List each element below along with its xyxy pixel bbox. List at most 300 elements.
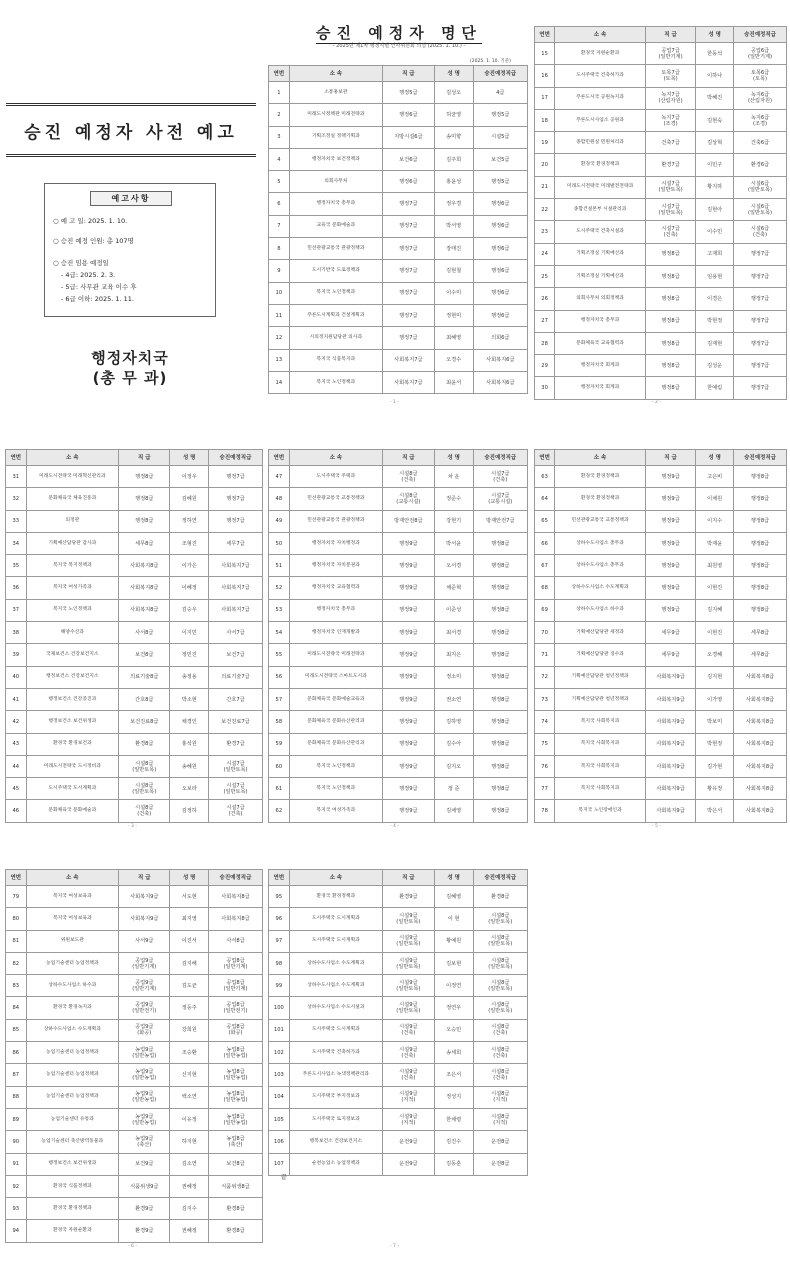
table-row [535,688,787,710]
table-cell: 시설8급 (일반토목) [119,778,170,800]
table-row [535,243,787,265]
table-cell: 59 [269,733,290,755]
table-cell: 시설9급 (건축) [382,1042,434,1064]
table-cell: 사서8급 [209,930,263,952]
table-cell: 92 [6,1175,27,1197]
table-cell: 13 [269,349,290,371]
table-cell: 사회복지8급 [209,908,263,930]
table-cell: 도시주택국 토지정보과 [289,1108,382,1130]
table-cell: 시설9급 (일반토목) [382,997,434,1019]
table-cell: 보건5급 [473,148,527,170]
table-cell: 김지오 [434,755,473,777]
table-cell: 행정7급 [734,265,787,287]
table-cell: 박혜진 [696,87,734,109]
table-cell: 기획예산담당관 세정과 [555,622,646,644]
table-cell: 도시주택국 건축시설과 [555,221,646,243]
table-cell: 의정관 [26,510,119,532]
table-cell: 시설8급 (건축) [473,1064,527,1086]
table-cell: 64 [535,488,555,510]
table-row [6,599,263,621]
table-cell: 41 [6,688,27,710]
table-cell: 최윤서 [434,371,473,393]
org-line-1: 행정자치국 [91,349,169,367]
table-row [269,532,528,554]
column-header: 성 명 [696,450,734,466]
table-row [535,755,787,777]
table-cell: 강희원 [170,1019,209,1041]
table-cell: 행정보건소 보건위생과 [26,1153,119,1175]
table-cell: 행정8급 [734,532,787,554]
table-cell: 순천농업소 농업정책과 [289,1153,382,1175]
table-cell: 송혜원 [170,755,209,777]
table-cell: 김수아 [434,733,473,755]
table-cell: 행정8급 [645,332,695,354]
table-cell: 김가현 [696,755,734,777]
table-cell: 시설8급 (교통시설) [382,488,434,510]
table-cell: 이지수 [696,510,734,532]
table-cell: 복지국 노인정책과 [26,599,119,621]
table-cell: 정민진 [170,644,209,666]
table-cell: 행정6급 [473,193,527,215]
table-cell: 미래도시전략국 미래발전전략과 [555,176,646,198]
table-cell: 문화체육국 교육협력과 [555,332,646,354]
table-cell: 박서영 [434,215,473,237]
table-cell: 의회사무처 의회정책과 [555,288,646,310]
table-row [535,733,787,755]
column-header: 연번 [269,870,290,886]
table-cell: 푸른도시국 공원녹지과 [555,87,646,109]
table-cell: 행정8급 [473,711,527,733]
table-cell: 송미향 [434,126,473,148]
table-cell: 행정8급 [473,733,527,755]
table-cell: 세무9급 [645,644,695,666]
table-cell: 김성운 [696,355,734,377]
table-cell: 사회복지8급 [734,688,787,710]
table-cell: 상하수도사업소 수도계획과 [555,577,646,599]
table-cell: 52 [269,577,290,599]
table-cell: 조승환 [170,1042,209,1064]
table-cell: 세무8급 [119,532,170,554]
table-row [535,577,787,599]
table-cell: 105 [269,1108,290,1130]
table-cell: 정연우 [434,997,473,1019]
table-header-row [535,450,787,466]
table-cell: 채준혁 [434,577,473,599]
page-number: - 5 - [652,824,661,829]
table-cell: 사서7급 [209,622,263,644]
table-row [6,975,263,997]
table-cell: 102 [269,1042,290,1064]
table-cell: 100 [269,997,290,1019]
table-cell: 행정9급 [382,778,434,800]
table-cell: 사서9급 [119,930,170,952]
table-cell: 공업7급 (일반기계) [645,43,695,65]
roster-table [268,65,528,394]
table-cell: 사회복지7급 [209,555,263,577]
table-cell: 51 [269,555,290,577]
table-cell: 기획조정실 기획예산과 [555,265,646,287]
table-cell: 운전9급 [382,1153,434,1175]
table-cell: 시설8급 (건축) [119,800,170,822]
table-cell: 사회복지8급 [734,755,787,777]
table-cell: 행정8급 [645,243,695,265]
notice-header: 예고사항 [90,191,172,206]
table-cell: 76 [535,755,555,777]
table-cell: 환경8급 [209,1220,263,1242]
table-cell: 기획조정실 정책기획과 [289,126,382,148]
table-row [269,711,528,733]
table-cell: 해양수산과 [26,622,119,644]
table-row [6,644,263,666]
table-cell: 행정자치국 인재개발과 [289,622,382,644]
table-cell: 행정6급 [473,282,527,304]
table-cell: 16 [535,65,555,87]
table-cell: 상하수도사업소 수도계획과 [289,975,382,997]
table-row [535,265,787,287]
table-cell: 시설8급 (일반토목) [119,755,170,777]
table-cell: 98 [269,952,290,974]
table-cell: 이현진 [696,622,734,644]
table-cell: 농업8급 (축산) [209,1131,263,1153]
table-cell: 7 [269,215,290,237]
table-cell: 농업8급 (일반농업) [209,1042,263,1064]
table-cell: 신지현 [170,1064,209,1086]
table-row [6,778,263,800]
table-cell: 49 [269,510,290,532]
doc-title-text: 승진 예정자 명단 [316,24,482,42]
table-cell: 이 현 [434,908,473,930]
table-cell: 행정9급 [382,711,434,733]
table-cell: 보건7급 [209,644,263,666]
table-cell: 환경국 환경보건과 [26,733,119,755]
table-cell: 2 [269,104,290,126]
table-cell: 홍윤성 [434,171,473,193]
table-cell: 공업8급 (일반전기) [209,997,263,1019]
table-row [6,908,263,930]
table-cell: 시설7급 (일반토목) [209,778,263,800]
table-cell: 임용현 [696,265,734,287]
table-cell: 22 [535,199,555,221]
table-row [269,975,528,997]
table-cell: 57 [269,688,290,710]
table-cell: 국제보건소 건강보건지소 [26,644,119,666]
table-cell: 운전8급 [473,1131,527,1153]
table-cell: 장태진 [434,238,473,260]
table-cell: 행정9급 [382,688,434,710]
table-cell: 환경8급 [119,733,170,755]
table-cell: 사회복지7급 [209,599,263,621]
table-cell: 66 [535,532,555,554]
roster-table [534,449,787,823]
table-cell: 교육국 문화예술과 [289,215,382,237]
table-cell: 행정7급 [734,243,787,265]
table-cell: 행정9급 [645,599,695,621]
table-cell: 행정8급 [645,288,695,310]
table-cell: 김상혁 [696,132,734,154]
table-row [6,1153,263,1175]
column-header: 소 속 [555,27,646,43]
table-cell: 1 [269,82,290,104]
table-cell: 행정9급 [382,577,434,599]
table-cell: 40 [6,666,27,688]
table-cell: 행정9급 [382,599,434,621]
table-cell: 박소현 [170,688,209,710]
table-cell: 4 [269,148,290,170]
table-row [269,126,528,148]
table-row [6,1064,263,1086]
table-cell: 복지국 사회복지과 [555,733,646,755]
table-cell: 96 [269,908,290,930]
table-cell: 행정6급 [473,260,527,282]
table-cell: 75 [535,733,555,755]
table-cell: 농업9급 (일반농업) [119,1042,170,1064]
table-cell: 녹지7급 (조경) [645,109,695,131]
table-row [535,132,787,154]
table-cell: 행정6급 [473,215,527,237]
table-cell: 위원보도관 [26,930,119,952]
table-cell: 복지국 노인정책과 [289,755,382,777]
table-cell: 공업9급 (화공) [119,1019,170,1041]
table-cell: 시설6급 (일반토목) [734,199,787,221]
table-cell: 행정9급 [645,577,695,599]
table-cell: 이현진 [696,577,734,599]
page-number: - 7 - [390,1244,399,1249]
table-cell: 행정보건소 보건위생과 [26,711,119,733]
table-cell: 행정자치국 보건정책과 [289,148,382,170]
table-cell: 도시주택국 주택과 [289,466,382,488]
table-row [269,1042,528,1064]
table-cell: 행정9급 [645,555,695,577]
page-number: - 3 - [128,824,137,829]
table-cell: 환경7급 [209,733,263,755]
column-header: 연번 [535,27,555,43]
table-cell: 식품위생9급 [119,1175,170,1197]
table-row [6,1086,263,1108]
column-header: 소 속 [289,870,382,886]
table-cell: 도시주택국 부지정보과 [289,1086,382,1108]
table-cell: 공업9급 (일반기계) [119,952,170,974]
column-header: 성 명 [434,450,473,466]
table-row [6,1198,263,1220]
table-cell: 상하수도사업소 하수과 [26,975,119,997]
table-cell: 86 [6,1042,27,1064]
table-cell: 종합민원실 민원처리과 [555,132,646,154]
table-cell: 공업8급 (일반기계) [209,952,263,974]
table-cell: 김지수 [170,1198,209,1220]
table-cell: 35 [6,555,27,577]
table-cell: 의회6급 [473,327,527,349]
roster-table [534,26,787,400]
table-cell: 행정5급 [382,82,434,104]
table-cell: 정하연 [170,510,209,532]
table-cell: 정성지 [434,1086,473,1108]
table-cell: 행정9급 [382,555,434,577]
table-row [535,288,787,310]
table-cell: 사회복지8급 [119,599,170,621]
table-row [269,304,528,326]
table-cell: 사회복지7급 [382,371,434,393]
page-number: - 1 - [390,400,399,405]
table-cell: 시설9급 (일반토목) [382,975,434,997]
table-cell: 방재안전7급 [473,510,527,532]
table-cell: 환경국 자원순환과 [26,1220,119,1242]
table-cell: 60 [269,755,290,777]
table-cell: 토목7급 (토목) [645,65,695,87]
table-cell: 12 [269,327,290,349]
table-cell: 시설9급 (일반토목) [382,908,434,930]
table-cell: 상하수도사업소 수도계획과 [289,952,382,974]
table-cell: 백소연 [170,1086,209,1108]
table-cell: 시설9급 (일반토목) [382,930,434,952]
table-cell: 30 [535,377,555,399]
column-header: 소 속 [289,450,382,466]
column-header: 성 명 [696,27,734,43]
table-cell: 문화체육국 문화예술교육과 [289,688,382,710]
table-cell: 토목6급 (토목) [734,65,787,87]
table-cell: 김혜원 [170,488,209,510]
table-cell: 42 [6,711,27,733]
table-cell: 26 [535,288,555,310]
table-cell: 87 [6,1064,27,1086]
table-cell: 환경8급 [209,1198,263,1220]
table-cell: 시설8급 (건축) [473,1019,527,1041]
table-cell: 김채영 [434,800,473,822]
table-cell: 종합건설본부 시설관리과 [555,199,646,221]
table-cell: 사회복지8급 [734,711,787,733]
table-cell: 문화체육국 문화유산관리과 [289,711,382,733]
table-cell: 행정7급 [209,510,263,532]
table-cell: 공업8급 (화공) [209,1019,263,1041]
table-cell: 행정7급 [382,215,434,237]
table-cell: 행정6급 [473,304,527,326]
table-cell: 이경은 [696,288,734,310]
table-row [269,755,528,777]
table-row [269,599,528,621]
column-header: 승진예정직급 [473,870,527,886]
column-header: 직 급 [119,450,170,466]
table-cell: 환경국 환경녹지과 [26,997,119,1019]
table-cell: 45 [6,778,27,800]
column-header: 성 명 [434,870,473,886]
table-cell: 이지민 [170,622,209,644]
table-cell: 37 [6,599,27,621]
table-row [535,532,787,554]
table-cell: 건축6급 [734,132,787,154]
table-row [535,666,787,688]
table-cell: 강현기 [434,510,473,532]
table-cell: 18 [535,109,555,131]
column-header: 직 급 [382,870,434,886]
table-cell: 황지하 [696,176,734,198]
table-cell: 보건8급 [209,1153,263,1175]
table-cell: 세무8급 [734,644,787,666]
table-cell: 조형진 [170,532,209,554]
table-header-row [6,870,263,886]
table-cell: 사회복지7급 [382,349,434,371]
table-cell: 푸른도시사업소 녹색정책관리과 [289,1064,382,1086]
cover-page [0,0,262,420]
table-row [535,711,787,733]
table-cell: 행정9급 [645,488,695,510]
table-cell: 정소미 [434,666,473,688]
table-cell: 행정8급 [473,778,527,800]
table-row [535,644,787,666]
column-header: 직 급 [645,27,695,43]
table-row [535,355,787,377]
table-cell: 문화체육국 문화예술과 [26,800,119,822]
notice-line: - 6급 이하: 2025. 1. 11. [61,295,134,303]
table-cell: 23 [535,221,555,243]
table-cell: 복지국 사회복지과 [555,755,646,777]
table-cell: 행정8급 [119,510,170,532]
table-row [269,644,528,666]
table-cell: 도시주택국 건축허가과 [555,65,646,87]
table-cell: 농업기술센터 농업정책과 [26,1042,119,1064]
table-row [6,1175,263,1197]
table-cell: 환경국 환경정책과 [555,466,646,488]
table-cell: 김주희 [434,148,473,170]
column-header: 직 급 [119,870,170,886]
table-cell: 행정7급 [209,488,263,510]
table-cell: 이채원 [696,488,734,510]
table-cell: 시설8급 (건축) [473,1042,527,1064]
table-cell: 39 [6,644,27,666]
table-cell: 농업8급 (일반농업) [209,1086,263,1108]
table-row [269,327,528,349]
table-cell: 박서윤 [434,532,473,554]
table-cell: 조은서 [434,1064,473,1086]
cover-org [60,348,200,388]
table-row [269,171,528,193]
table-cell: 한예림 [696,377,734,399]
table-cell: 송세희 [434,1042,473,1064]
table-row [6,1019,263,1041]
table-cell: 박은서 [696,800,734,822]
end-mark: 끝 [281,1174,287,1181]
table-row [535,65,787,87]
table-cell: 도시주택국 도시계획과 [289,1019,382,1041]
table-cell: 복지국 노인정책과 [289,282,382,304]
table-row [6,1108,263,1130]
table-cell: 환경국 자원순환과 [555,43,646,65]
table-cell: 85 [6,1019,27,1041]
table-row [535,199,787,221]
table-cell: 시설7급 (건축) [645,221,695,243]
column-header: 연번 [6,450,27,466]
table-header-row [269,450,528,466]
table-cell: 61 [269,778,290,800]
table-row [535,43,787,65]
table-cell: 56 [269,666,290,688]
table-cell: 사회복지6급 [473,349,527,371]
column-header: 성 명 [170,870,209,886]
table-row [269,104,528,126]
table-cell: 11 [269,304,290,326]
column-header: 승진예정직급 [209,870,263,886]
table-cell: 67 [535,555,555,577]
table-row [269,488,528,510]
table-cell: 복지국 노인정책과 [289,371,382,393]
table-cell: 62 [269,800,290,822]
table-cell: 시설8급 (건축) [382,466,434,488]
table-cell: 김정하 [170,800,209,822]
table-cell: 행복보건소 건강보건지소 [289,1131,382,1153]
table-row [269,555,528,577]
table-cell: 사회복지8급 [734,666,787,688]
table-cell: 27 [535,310,555,332]
table-cell: 사회복지9급 [645,711,695,733]
table-cell: 홍석원 [170,733,209,755]
